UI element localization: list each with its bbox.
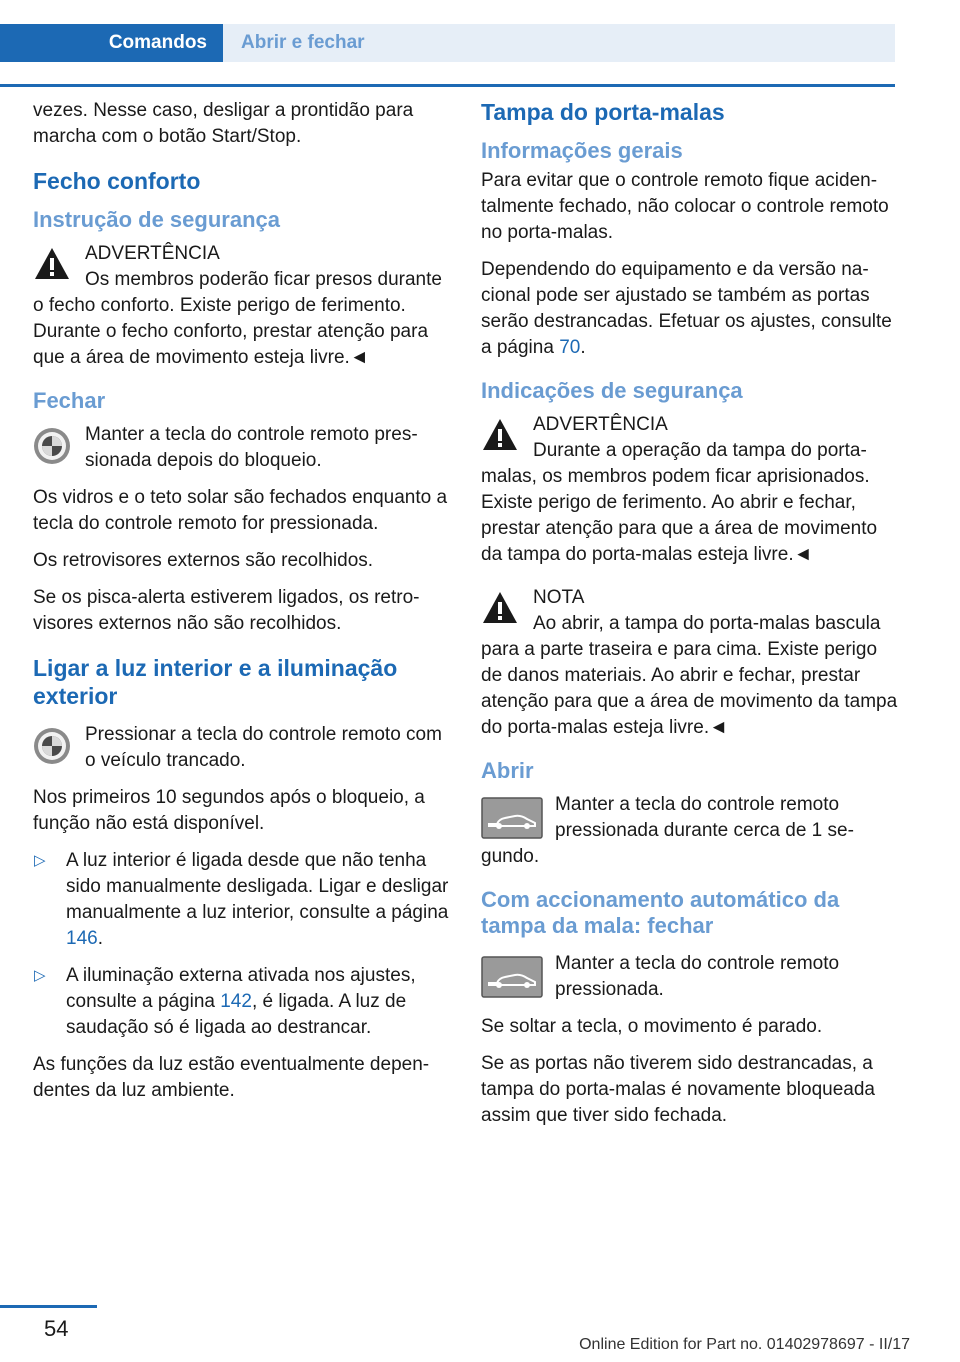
paragraph-evitar: Para evitar que o controle remoto fique acidentalmente fechado, não colocar o controle remoto no porta-malas. bbox=[481, 170, 889, 243]
footer-rule bbox=[0, 1305, 97, 1308]
warning-triangle-icon bbox=[481, 417, 519, 453]
tailgate-key-block-abrir bbox=[481, 792, 901, 870]
warning-block-fecho bbox=[33, 241, 451, 371]
warning-triangle-icon bbox=[481, 590, 519, 626]
note-label: NOTA bbox=[533, 587, 585, 608]
bullet-text-end: . bbox=[97, 928, 103, 949]
tailgate-key-text: Manter a tecla do controle remoto pressionada. bbox=[555, 953, 840, 1000]
warning-block-advertencia bbox=[481, 412, 901, 568]
heading-indicacoes-seguranca: Indicações de segurança bbox=[481, 378, 743, 403]
edition-info: Online Edition for Part no. 01402978697 - II/17 bbox=[579, 1336, 910, 1353]
page-link-146[interactable]: 146 bbox=[66, 928, 98, 949]
right-column bbox=[481, 98, 901, 1140]
left-column bbox=[33, 98, 451, 1115]
page-link-142[interactable]: 142 bbox=[220, 991, 252, 1012]
warning-block-nota bbox=[481, 585, 901, 741]
heading-accionamento-automatico: Com accionamento automático da tampa da mala: fechar bbox=[481, 887, 840, 938]
warning-triangle-icon bbox=[33, 246, 71, 282]
tailgate-key-block-fechar bbox=[481, 951, 901, 1003]
tab-comandos[interactable]: Comandos bbox=[0, 24, 223, 62]
chapter-tabs bbox=[0, 24, 895, 62]
heading-tampa-porta-malas: Tampa do porta-malas bbox=[481, 99, 725, 125]
note-text: Ao abrir, a tampa do porta-malas bascula para a parte traseira e para cima. Existe perigo de danos materiais. Ao abrir e fechar, prestar atenção para que a área de movimento da tampa do porta-malas esteja livre.◄ bbox=[481, 613, 898, 738]
paragraph-text-end: . bbox=[580, 337, 586, 358]
remote-key-text: Pressionar a tecla do controle remoto com o veículo trancado. bbox=[85, 724, 442, 771]
page-number: 54 bbox=[44, 1316, 69, 1341]
list-item bbox=[33, 963, 451, 1041]
bullet-text-end: , é ligada. A luz de saudação só é ligada ao destrancar. bbox=[66, 991, 407, 1038]
paragraph-soltar: Se soltar a tecla, o movimento é parado. bbox=[481, 1016, 823, 1037]
paragraph-primeiros-segundos: Nos primeiros 10 segundos após o bloqueio, a função não está disponível. bbox=[33, 787, 425, 834]
remote-key-block-ligar bbox=[33, 722, 451, 774]
heading-abrir: Abrir bbox=[481, 758, 534, 783]
heading-ligar-luz: Ligar a luz interior e a iluminação exterior bbox=[33, 655, 398, 709]
bullet-text: A iluminação externa ativada nos ajustes, consulte a página bbox=[66, 965, 416, 1012]
page-link-70[interactable]: 70 bbox=[559, 337, 581, 358]
remote-key-text: Manter a tecla do controle remoto pressionada depois do bloqueio. bbox=[85, 424, 418, 471]
paragraph-vidros: Os vidros e o teto solar são fechados enquanto a tecla do controle remoto for pressionada. bbox=[33, 487, 448, 534]
warning-text: Durante a operação da tampa do porta-malas, os membros podem ficar aprisionados. Existe perigo de ferimento. Ao abrir e fechar, prestar atenção para que a área de movimento da tampa do porta-malas esteja livre.◄ bbox=[481, 440, 878, 565]
tailgate-key-text: Manter a tecla do controle remoto pressionada durante cerca de 1 segundo. bbox=[481, 794, 854, 867]
paragraph-dependendo bbox=[481, 257, 901, 361]
intro-paragraph: vezes. Nesse caso, desligar a prontidão para marcha com o botão Start/Stop. bbox=[33, 100, 414, 147]
list-item bbox=[33, 848, 451, 952]
bullet-text: A luz interior é ligada desde que não tenha sido manualmente desligada. Ligar e desligar manualmente a luz interior, consulte a página bbox=[66, 850, 449, 923]
warning-text: Os membros poderão ficar presos durante o fecho conforto. Existe perigo de ferimento. Durante o fecho conforto, prestar atenção para que a área de movimento esteja livre.◄ bbox=[33, 269, 442, 368]
paragraph-text: Dependendo do equipamento e da versão nacional pode ser ajustado se também as portas serão destrancadas. Efetuar os ajustes, consulte a página bbox=[481, 259, 892, 358]
tab-abrir-e-fechar[interactable]: Abrir e fechar bbox=[223, 24, 895, 62]
bmw-key-icon bbox=[33, 427, 71, 465]
heading-fecho-conforto: Fecho conforto bbox=[33, 168, 201, 194]
warning-label: ADVERTÊNCIA bbox=[85, 243, 220, 264]
tailgate-key-icon bbox=[481, 797, 543, 839]
paragraph-retrovisores: Os retrovisores externos são recolhidos. bbox=[33, 550, 374, 571]
header-rule bbox=[0, 84, 895, 87]
paragraph-funcoes-luz: As funções da luz estão eventualmente dependentes da luz ambiente. bbox=[33, 1054, 430, 1101]
bullet-triangle-icon: ▷ bbox=[34, 852, 46, 869]
paragraph-pisca-alerta: Se os pisca-alerta estiverem ligados, os retrovisores externos não são recolhidos. bbox=[33, 587, 420, 634]
bullet-triangle-icon: ▷ bbox=[34, 967, 46, 984]
bmw-key-icon bbox=[33, 727, 71, 765]
remote-key-block-fechar bbox=[33, 422, 451, 474]
heading-fechar: Fechar bbox=[33, 388, 106, 413]
tailgate-key-icon bbox=[481, 956, 543, 998]
heading-informacoes-gerais: Informações gerais bbox=[481, 138, 683, 163]
warning-label: ADVERTÊNCIA bbox=[533, 414, 668, 435]
paragraph-portas: Se as portas não tiverem sido destrancadas, a tampa do porta-malas é novamente bloqueada assim que tiver sido fechada. bbox=[481, 1053, 875, 1126]
heading-instrucao-seguranca: Instrução de segurança bbox=[33, 207, 280, 232]
